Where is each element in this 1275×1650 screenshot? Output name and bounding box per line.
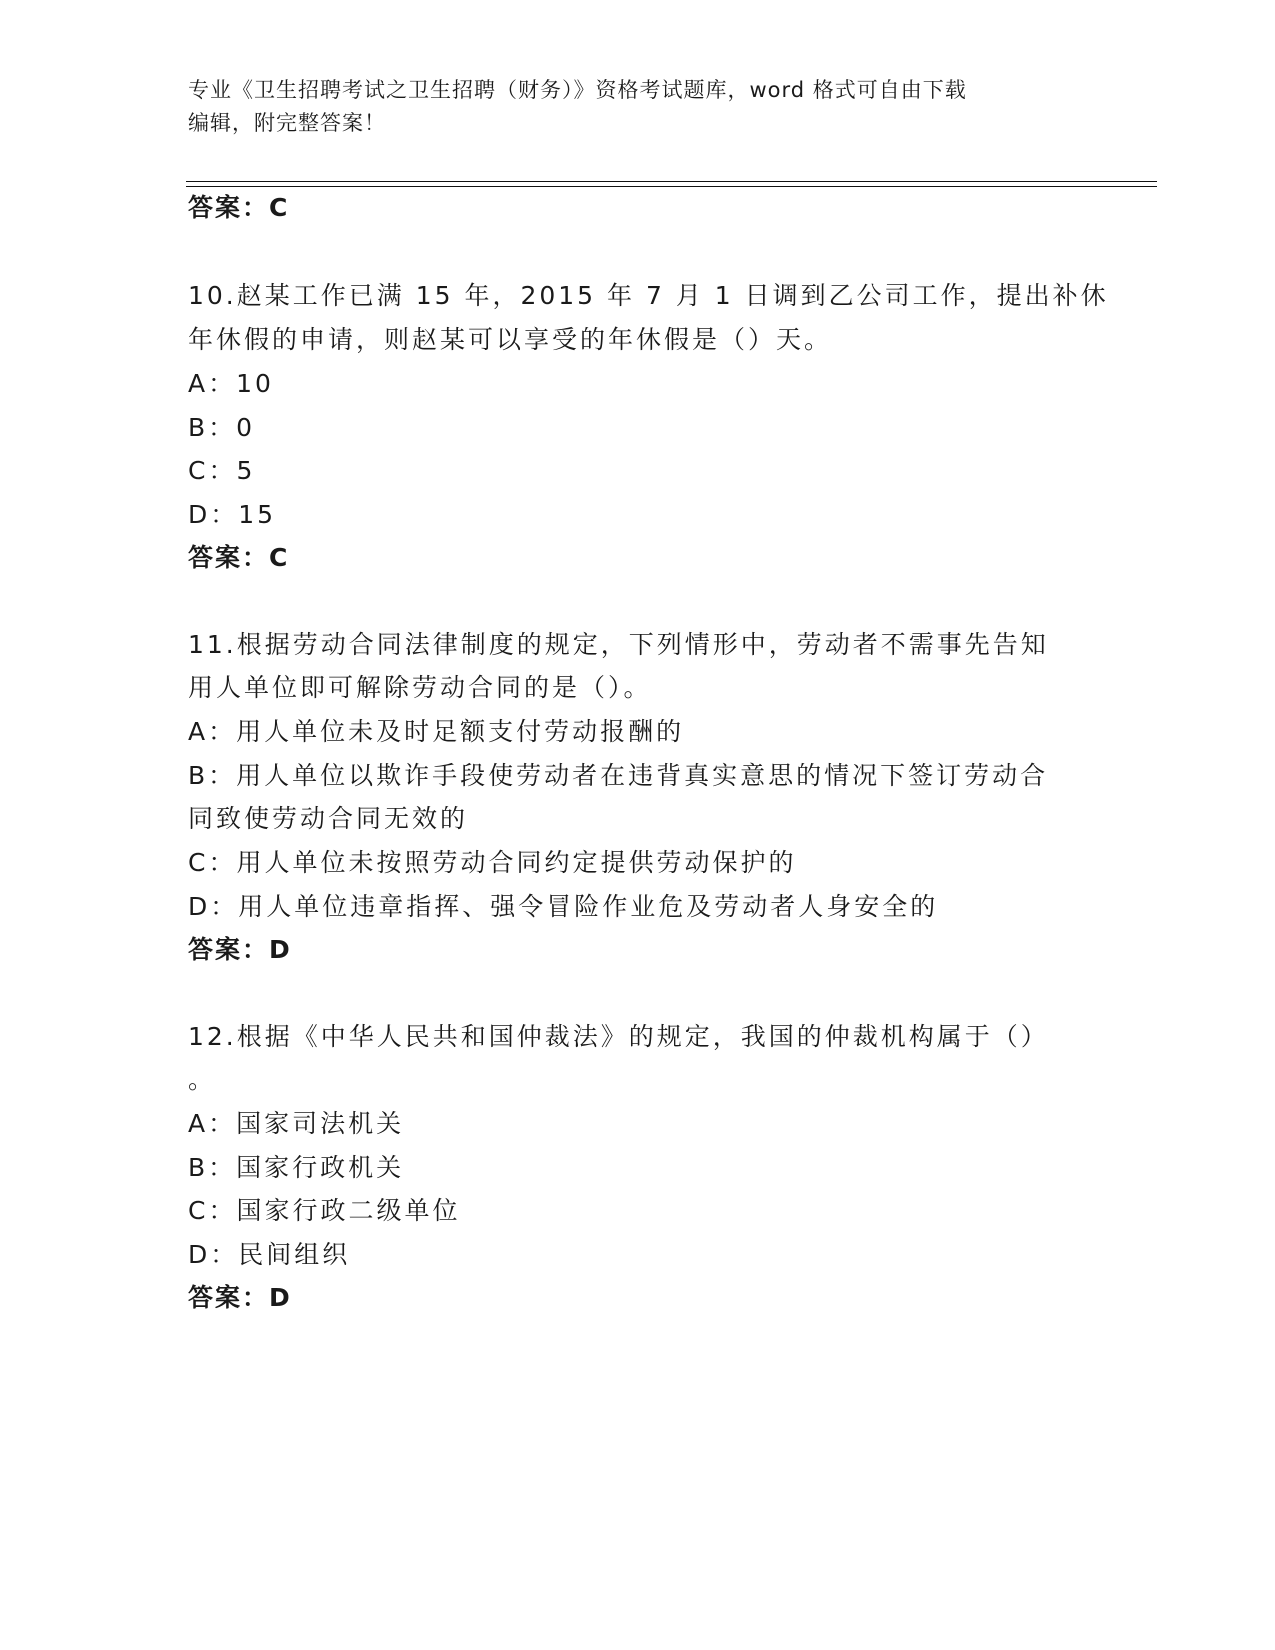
question-10-answer: 答案：C: [188, 543, 290, 572]
question-11-option-b-line-1: B：用人单位以欺诈手段使劳动者在违背真实意思的情况下签订劳动合: [188, 761, 1049, 790]
question-11-option-d: D：用人单位违章指挥、强令冒险作业危及劳动者人身安全的: [188, 892, 939, 921]
question-10-option-b: B：0: [188, 413, 256, 442]
question-11-answer: 答案：D: [188, 935, 292, 964]
previous-answer: 答案：C: [188, 193, 290, 222]
question-10-option-a: A：10: [188, 369, 274, 398]
question-12-option-d: D：民间组织: [188, 1240, 351, 1269]
header-line-1: 专业《卫生招聘考试之卫生招聘（财务）》资格考试题库，word 格式可自由下载: [188, 78, 967, 102]
header-line-2: 编辑，附完整答案！: [188, 111, 386, 135]
question-12-stem-line-2: 。: [188, 1065, 217, 1094]
question-12-stem-line-1: 12.根据《中华人民共和国仲裁法》的规定，我国的仲裁机构属于（）: [188, 1022, 1049, 1051]
question-12-option-c: C：国家行政二级单位: [188, 1196, 461, 1225]
question-12-option-b: B：国家行政机关: [188, 1153, 405, 1182]
question-10-option-c: C：5: [188, 456, 256, 485]
header-divider-top: [186, 181, 1157, 182]
question-11-stem-line-2: 用人单位即可解除劳动合同的是（）。: [188, 673, 652, 702]
question-12-option-a: A：国家司法机关: [188, 1109, 405, 1138]
question-10-stem-line-1: 10.赵某工作已满 15 年，2015 年 7 月 1 日调到乙公司工作，提出补休: [188, 281, 1109, 310]
question-10-option-d: D：15: [188, 500, 277, 529]
question-11-option-a: A：用人单位未及时足额支付劳动报酬的: [188, 717, 685, 746]
question-10-stem-line-2: 年休假的申请，则赵某可以享受的年休假是（）天。: [188, 325, 833, 354]
question-11-option-b-line-2: 同致使劳动合同无效的: [188, 804, 469, 833]
header-divider-bottom: [186, 186, 1157, 187]
question-12-answer: 答案：D: [188, 1283, 292, 1312]
question-11-stem-line-1: 11.根据劳动合同法律制度的规定，下列情形中，劳动者不需事先告知: [188, 630, 1049, 659]
question-11-option-c: C：用人单位未按照劳动合同约定提供劳动保护的: [188, 848, 797, 877]
document-header: [188, 74, 1088, 140]
